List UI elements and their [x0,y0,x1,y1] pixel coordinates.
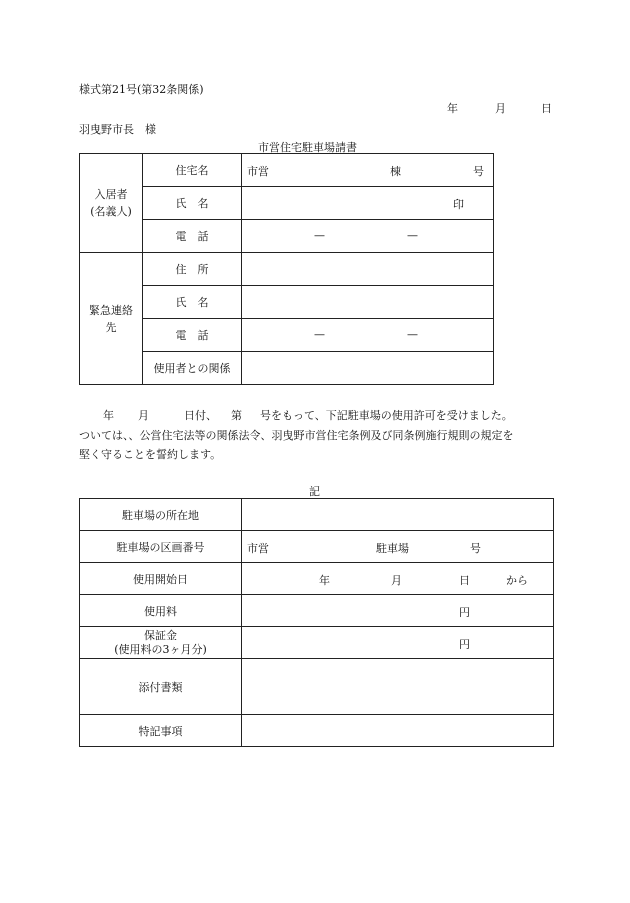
attachments-field[interactable] [242,659,554,715]
start-date-field[interactable] [242,563,554,595]
date-year-label: 年 [447,102,458,115]
emergency-address-field[interactable] [242,253,494,286]
parking-table [79,498,554,747]
statement-year: 年 [103,409,114,422]
fee-yen: 円 [459,606,470,619]
fee-label: 使用料 [80,595,242,627]
deposit-field[interactable] [242,627,554,659]
addressee: 羽曳野市長 様 [79,123,156,136]
location-field[interactable] [242,499,554,531]
relation-label: 使用者との関係 [143,352,242,385]
resident-name-field[interactable] [242,187,494,220]
resident-phone-field[interactable] [242,220,494,253]
deposit-subtitle: (使用料の3ヶ月分) [114,642,207,656]
fee-field[interactable] [242,595,554,627]
ki-heading: 記 [309,485,320,498]
housing-name-label: 住宅名 [143,154,242,187]
phone-dash-1: — [314,229,325,242]
statement-line2: ついては、、公営住宅法等の関係法令、羽曳野市営住宅条例及び同条例施行規則の規定を [79,429,514,442]
date-day-label: 日 [541,102,552,115]
statement-month: 月 [138,409,149,422]
deposit-yen: 円 [459,638,470,651]
deposit-title: 保証金 [144,628,177,642]
notes-field[interactable] [242,715,554,747]
start-from: から [506,574,528,587]
emergency-phone-field[interactable] [242,319,494,352]
section-parking: 駐車場 [376,542,409,555]
statement-line3: 堅く守ることを誓約します。 [79,448,222,461]
start-year: 年 [319,574,330,587]
section-label: 駐車場の区画番号 [80,531,242,563]
start-date-label: 使用開始日 [80,563,242,595]
emergency-name-label: 氏 名 [143,286,242,319]
housing-number-unit: 号 [473,165,484,178]
start-day: 日 [459,574,470,587]
statement-day: 日付、 [184,409,217,422]
start-month: 月 [391,574,402,587]
deposit-label [80,627,242,659]
location-label: 駐車場の所在地 [80,499,242,531]
emergency-group-label: 緊急連絡 先 [80,253,143,385]
housing-building-unit: 棟 [390,165,401,178]
emergency-phone-label: 電 話 [143,319,242,352]
housing-city: 市営 [247,165,269,178]
resident-name-label: 氏 名 [143,187,242,220]
section-number: 号 [470,542,481,555]
attachments-label: 添付書類 [80,659,242,715]
resident-group-label: 入居者 (名義人) [80,154,143,253]
emergency-name-field[interactable] [242,286,494,319]
statement-dai: 第 [231,409,242,422]
phone-dash-2: — [407,229,418,242]
housing-name-field[interactable] [242,154,494,187]
resident-table [79,153,494,385]
seal-mark: 印 [453,198,464,211]
document-title: 市営住宅駐車場請書 [258,141,357,154]
notes-label: 特記事項 [80,715,242,747]
phone-dash-1: — [314,328,325,341]
section-city: 市営 [247,542,269,555]
phone-dash-2: — [407,328,418,341]
section-field[interactable] [242,531,554,563]
form-number: 様式第21号(第32条関係) [79,83,204,96]
statement-line1-rest: 号をもって、下記駐車場の使用許可を受けました。 [260,409,513,422]
date-month-label: 月 [495,102,506,115]
resident-phone-label: 電 話 [143,220,242,253]
emergency-address-label: 住 所 [143,253,242,286]
relation-field[interactable] [242,352,494,385]
